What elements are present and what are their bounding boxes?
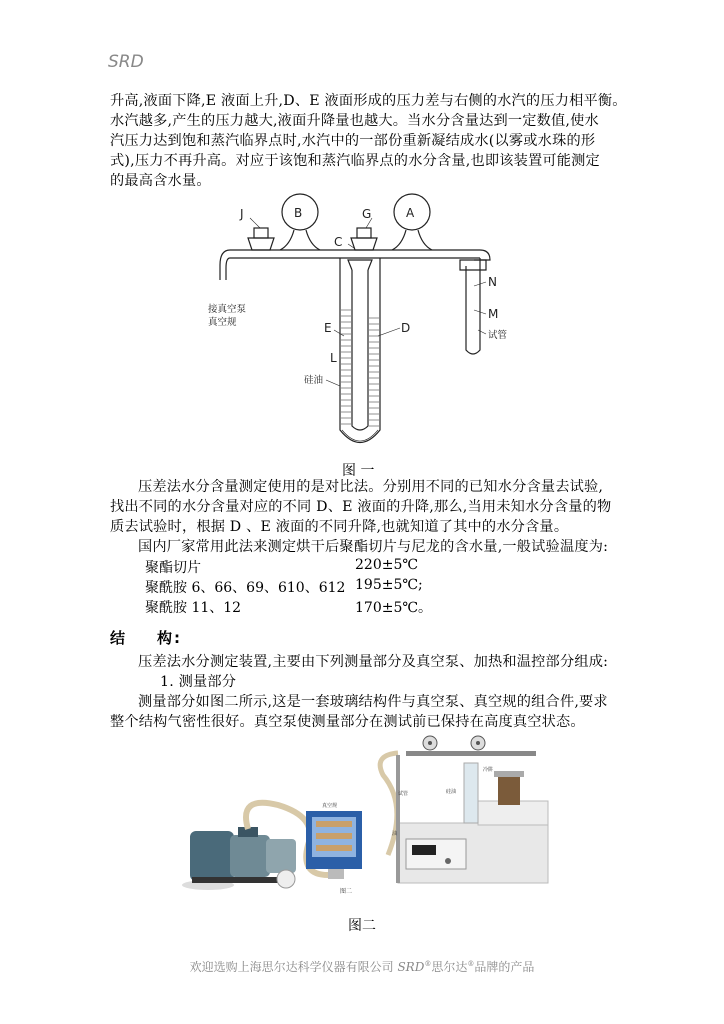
temp-row: [145, 557, 465, 577]
figure1-caption: 图 一: [342, 463, 375, 479]
photo-label-silicone: 硅油: [446, 789, 457, 795]
label-a: A: [406, 206, 415, 220]
manifold-tube: [230, 250, 480, 258]
intro-line: 升高,液面下降,E 液面上升,D、E 液面形成的压力差与右侧的水汽的压力相平衡。: [110, 93, 627, 109]
intro-line: 的最高含水量。: [110, 173, 211, 189]
u-tube-inner: [352, 270, 368, 430]
method-line: 质去试验时，根据 D 、E 液面的不同升降,也就知道了其中的水分含量。: [110, 519, 569, 535]
photo-inner-caption: 图二: [340, 888, 353, 895]
intro-line: 式),压力不再升高。对应于该饱和蒸汽临界点的水分含量,也即该装置可能测定: [110, 153, 600, 169]
label-g: G: [362, 207, 372, 221]
heading-char: 结: [110, 629, 128, 647]
figure2-caption: 图二: [348, 918, 376, 934]
structure-desc-line: 整个结构气密性很好。真空泵使测量部分在测试前已保持在高度真空状态。: [110, 714, 585, 730]
label-c: C: [334, 235, 343, 249]
footer-registered-mark: ®: [467, 960, 475, 968]
pump-connector: [220, 250, 230, 280]
heading-char: 构:: [157, 629, 183, 647]
page-footer: [0, 958, 724, 975]
structure-description: [110, 692, 630, 732]
stopcock-g-body: [351, 238, 377, 250]
photo-label-trap: 冷阱: [483, 767, 494, 773]
intro-paragraph: [110, 91, 630, 191]
structure-intro-line: 压差法水分测定装置,主要由下列测量部分及真空泵、加热和温控部分组成:: [138, 654, 609, 670]
label-pump: 接真空泵: [208, 304, 247, 315]
photo-label-gauge: 真空规: [322, 803, 338, 809]
temp-row: [145, 577, 465, 597]
test-tube-cap: [460, 260, 486, 270]
method-line: 压差法水分含量测定使用的是对比法。分别用不同的已知水分含量去试验,: [138, 479, 604, 495]
stopcock-j-body: [248, 238, 274, 250]
domestic-line: 国内厂家常用此法来测定烘干后聚酯切片与尼龙的含水量,一般试验温度为:: [138, 539, 609, 555]
label-test-tube: 试管: [488, 330, 508, 341]
silicone-oil-fill: [341, 310, 379, 441]
label-d: D: [401, 321, 411, 335]
test-tube: [466, 266, 480, 354]
method-paragraph: [110, 477, 630, 537]
intro-line: 汽压力达到饱和蒸汽临界点时,水汽中的一部份重新凝结成水(以雾或水珠的形: [110, 133, 596, 149]
footer-suffix: 品牌的产品: [474, 960, 535, 974]
label-j: J: [240, 207, 244, 221]
temp-value: 195±5℃;: [355, 577, 423, 593]
stopcock-j-head: [254, 228, 268, 238]
domestic-paragraph: [110, 537, 630, 557]
temp-material: 聚酯切片: [145, 560, 201, 576]
temp-material: 聚酰胺 11、12: [145, 600, 242, 616]
label-b: B: [294, 206, 303, 220]
footer-prefix: 欢迎选购上海思尔达科学仪器有限公司: [189, 960, 394, 974]
temp-value: 170±5℃。: [355, 600, 433, 616]
photo-label-tube: 试管: [398, 791, 409, 797]
structure-intro: [110, 652, 630, 672]
footer-brand: SRD: [397, 960, 425, 974]
device-photo: [178, 735, 556, 895]
method-line: 找出不同的水分含量对应的不同 D、E 液面的升降,那么,当用未知水分含量的物: [110, 499, 612, 515]
photo-label-oil: 油: [392, 831, 398, 837]
label-silicone-oil: 硅油: [304, 375, 324, 386]
footer-brand-cn: 思尔达: [431, 960, 468, 974]
bulb-b-neck: [280, 230, 320, 250]
label-gauge: 真空规: [208, 317, 237, 328]
u-tube-outer: [340, 258, 380, 443]
stopcock-g-head: [357, 228, 371, 238]
label-m: M: [488, 307, 499, 321]
structure-desc-line: 测量部分如图二所示,这是一套玻璃结构件与真空泵、真空规的组合件,要求: [138, 694, 608, 710]
label-n: N: [488, 275, 497, 289]
temp-material: 聚酰胺 6、66、69、610、612: [145, 580, 346, 596]
temp-value: 220±5℃: [355, 557, 419, 573]
temp-row: [145, 597, 465, 617]
bulb-a-neck: [392, 230, 432, 250]
structure-item-1: [160, 672, 680, 692]
structure-item-label: 1. 测量部分: [160, 674, 237, 690]
vacuum-gauge-image: [306, 811, 362, 879]
label-l: L: [330, 351, 337, 365]
apparatus-diagram: [190, 190, 530, 460]
intro-line: 水汽越多,产生的压力越大,液面升降量也越大。当水分含量达到一定数值,使水: [110, 113, 599, 129]
footer-registered-mark: ®: [424, 960, 432, 968]
brand-logo: SRD: [108, 52, 144, 72]
section-heading-structure: [110, 627, 182, 648]
label-e: E: [324, 321, 332, 335]
u-tube-neck: [348, 260, 372, 270]
